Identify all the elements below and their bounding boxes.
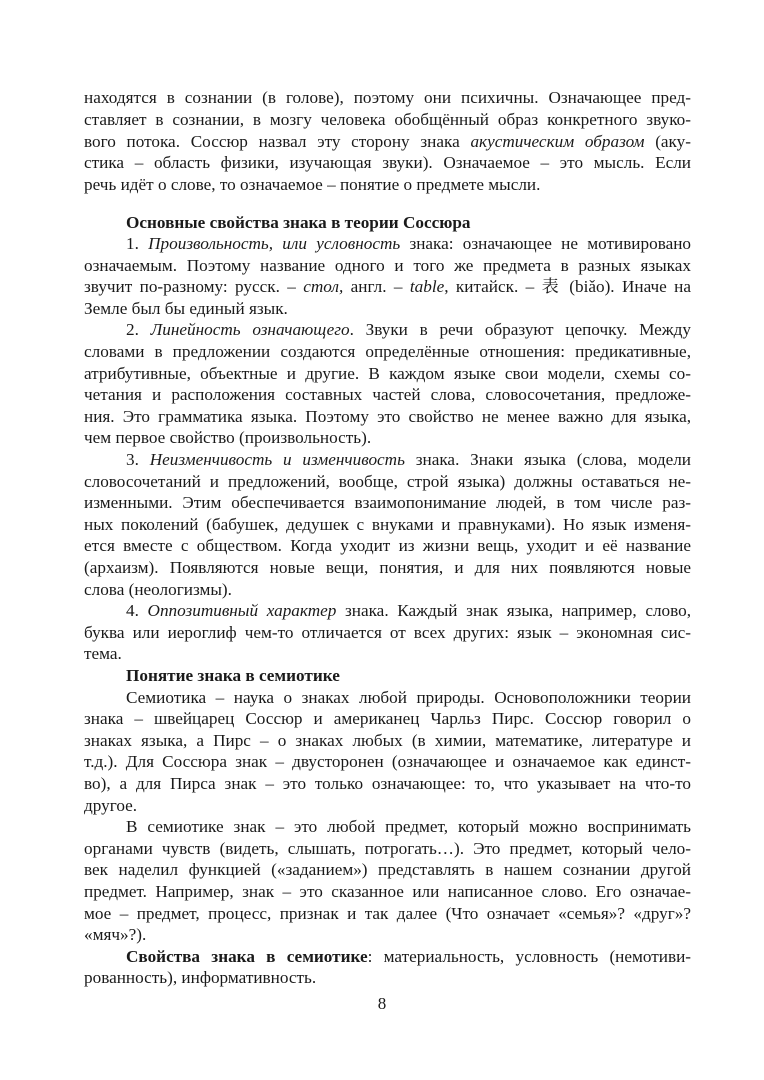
text-line: рованность), информативность. xyxy=(84,968,317,987)
text-line: тема. xyxy=(84,644,122,663)
italic-term: стол, xyxy=(303,277,344,296)
section-heading: Понятие знака в семиотике xyxy=(126,666,340,685)
text-line: органами чувств (видеть, слышать, потрогать…). Это предмет, который чело- xyxy=(84,839,691,858)
item-number: 3. xyxy=(126,450,150,469)
text-line: предмет. Например, знак – это сказанное или написанное слово. Его означае- xyxy=(84,882,691,901)
text-line: во), а для Пирса знак – это только означающее: то, что указывает на что-то xyxy=(84,774,691,793)
section-heading: Основные свойства знака в теории Соссюра xyxy=(126,213,471,232)
text-line: четания и расположения составных частей слова, словосочетания, предложе- xyxy=(84,385,691,404)
text-line: ния. Это грамматика языка. Поэтому это свойство не менее важно для языка, xyxy=(84,407,691,426)
text-line: «мяч»?). xyxy=(84,925,147,944)
text-line: ставляет в сознании, в мозгу человека обобщённый образ конкретного звуко- xyxy=(84,110,691,129)
text-span: . Звуки в речи образуют цепочку. Между xyxy=(349,320,692,339)
text-span: : материальность, условность (немотиви- xyxy=(367,947,691,966)
item-number: 1. xyxy=(126,234,149,253)
italic-term: Неизменчивость и изменчивость xyxy=(149,450,405,469)
text-line: словами в предложении создаются определённые отношения: предикативные, xyxy=(84,342,691,361)
text-line: чем первое свойство (произвольность). xyxy=(84,428,372,447)
text-line xyxy=(126,233,691,254)
text-line: мое – предмет, процесс, признак и так далее (Что означает «семья»? «друг»? xyxy=(84,904,691,923)
text-line: стика – область физики, изучающая звуки). Означаемое – это мысль. Если xyxy=(84,153,691,172)
text-line: Земле был бы единый язык. xyxy=(84,299,288,318)
text-line: означаемым. Поэтому название одного и того же предмета в разных языках xyxy=(84,256,691,275)
text-span: англ. – xyxy=(343,277,410,296)
italic-term: Произвольность, или условность xyxy=(148,234,401,253)
text-line: ных поколений (бабушек, дедушек с внуками и правнуками). Но язык изменя- xyxy=(84,515,691,534)
text-line: буква или иероглиф чем-то отличается от всех других: язык – экономная сис- xyxy=(84,623,691,642)
text-span: звучит по-разному: русск. – xyxy=(84,277,304,296)
text-line: (архаизм). Появляются новые вещи, понятия, и для них появляются новые xyxy=(84,558,691,577)
text-line: т.д.). Для Соссюра знак – двусторонен (означающее и означаемое как единст- xyxy=(84,752,691,771)
text-line: словосочетаний и предложений, вообще, строй языка) должны оставаться не- xyxy=(84,472,691,491)
italic-term: акустическим образом xyxy=(470,132,645,151)
text-span: (аку- xyxy=(644,132,691,151)
item-number: 4. xyxy=(126,601,148,620)
text-line: ется вместе с обществом. Когда уходит из жизни вещь, уходит и её название xyxy=(84,536,691,555)
text-span: знака. Знаки языка (слова, модели xyxy=(404,450,692,469)
text-line: слова (неологизмы). xyxy=(84,580,232,599)
text-line: Семиотика – наука о знаках любой природы. Основоположники теории xyxy=(126,688,691,707)
text-span: знака: означающее не мотивировано xyxy=(400,234,692,253)
text-line: находятся в сознании (в голове), поэтому они психичны. Означающее пред- xyxy=(84,88,691,107)
text-line xyxy=(126,319,691,340)
text-line: атрибутивные, объектные и другие. В каждом языке свои модели, схемы со- xyxy=(84,364,691,383)
text-line xyxy=(126,449,691,470)
item-number: 2. xyxy=(126,320,151,339)
text-span: вого потока. Соссюр назвал эту сторону знака xyxy=(84,132,471,151)
text-line: знаках языка, а Пирс – о знаках любых (в химии, математике, литературе и xyxy=(84,731,691,750)
text-line xyxy=(84,131,691,152)
text-line xyxy=(126,600,691,621)
text-line: речь идёт о слове, то означаемое – понятие о предмете мысли. xyxy=(84,175,541,194)
text-line xyxy=(126,946,691,967)
text-line: другое. xyxy=(84,796,138,815)
text-line: знака – швейцарец Соссюр и американец Чарльз Пирс. Соссюр говорил о xyxy=(84,709,691,728)
bold-term: Свойства знака в семиотике xyxy=(126,947,368,966)
text-line: В семиотике знак – это любой предмет, который можно воспринимать xyxy=(126,817,691,836)
italic-term: table xyxy=(409,277,445,296)
text-span: знака. Каждый знак языка, например, слово, xyxy=(336,601,692,620)
text-line: век наделил функцией («заданием») представлять в нашем сознании другой xyxy=(84,860,691,879)
page-number: 8 xyxy=(377,994,387,1013)
text-span: , китайск. – 表 (biǎo). Иначе на xyxy=(444,277,692,296)
italic-term: Линейность означающего xyxy=(150,320,350,339)
italic-term: Оппозитивный характер xyxy=(147,601,337,620)
text-line: изменными. Этим обеспечивается взаимопонимание людей, в том числе раз- xyxy=(84,493,691,512)
text-line xyxy=(84,276,691,297)
